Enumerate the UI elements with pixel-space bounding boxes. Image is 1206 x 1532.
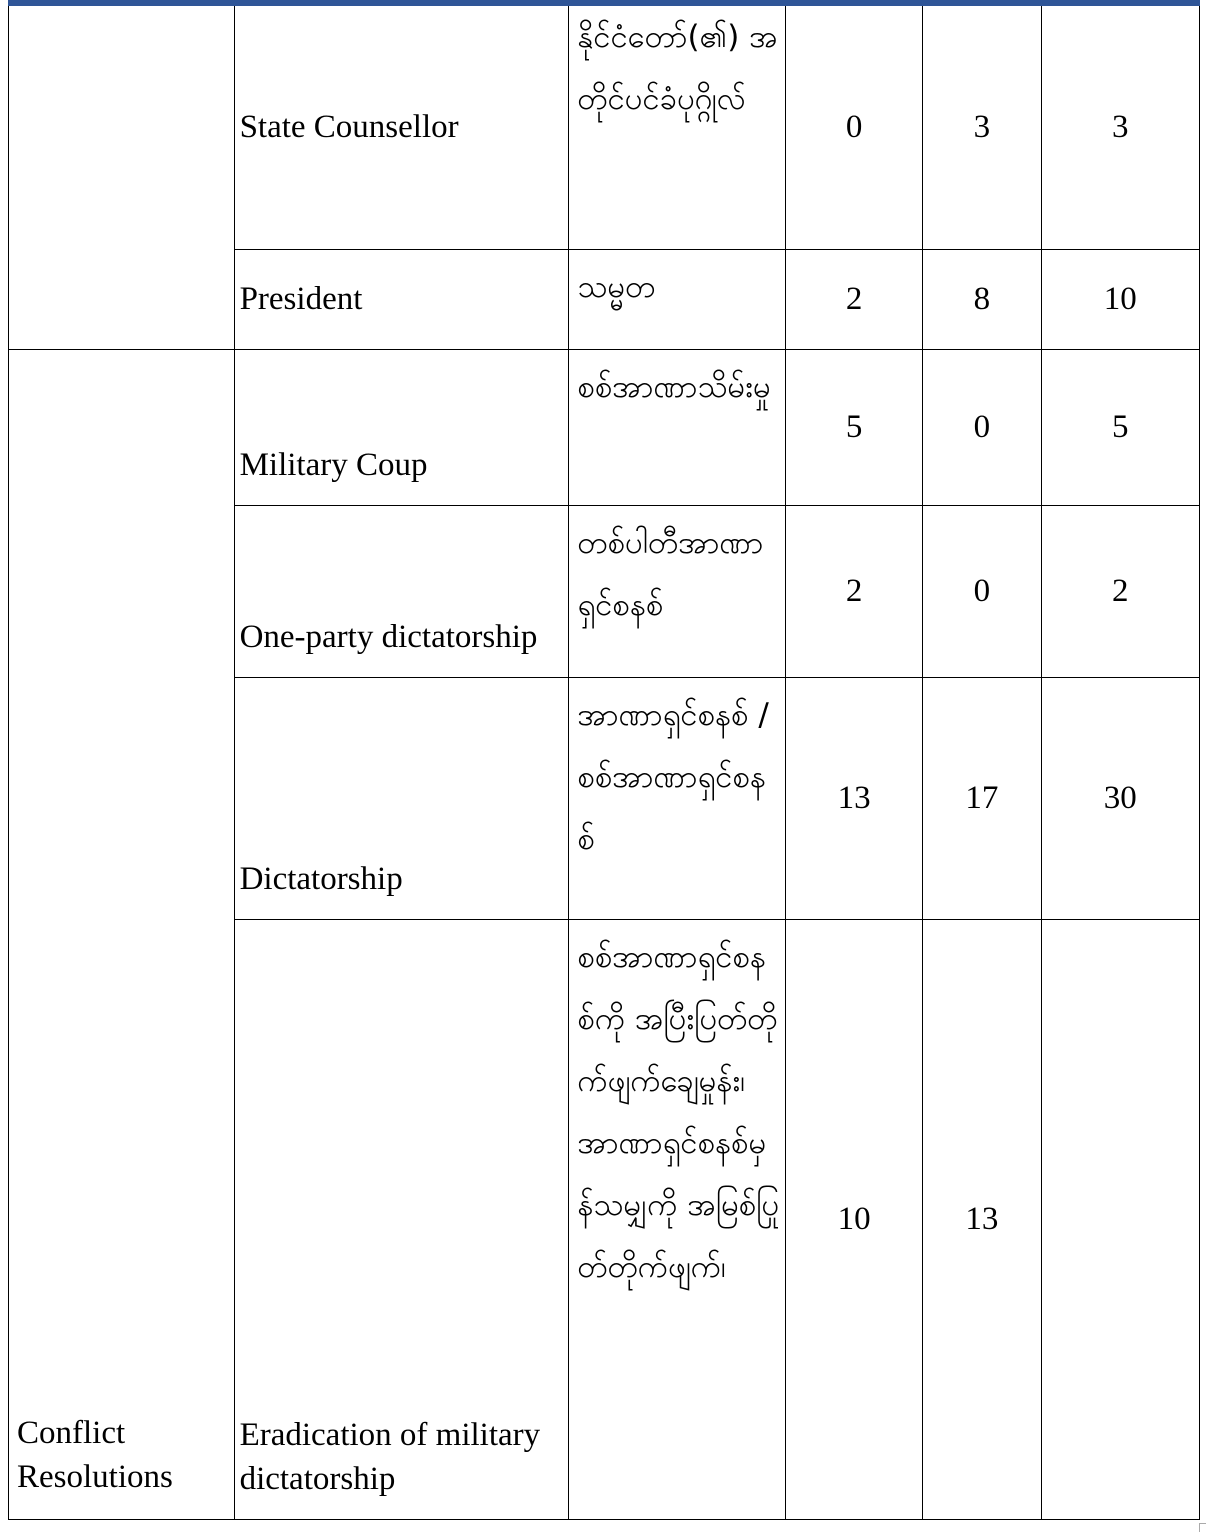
count-cell-b: 17 <box>923 677 1041 919</box>
count-total-cell: 30 <box>1041 677 1199 919</box>
count-total-cell: 5 <box>1041 349 1199 505</box>
term-myanmar-cell: တစ်ပါတီအာဏာရှင်စနစ် <box>569 505 786 677</box>
count-cell-b: 3 <box>923 6 1041 249</box>
count-cell-b: 8 <box>923 249 1041 349</box>
term-myanmar-cell: စစ်အာဏာရှင်စနစ်ကို အပြီးပြတ်တိုက်ဖျက်ချေမှုန်း၊ အာဏာရှင်စနစ်မှန်သမျှကို အမြစ်ပြုတ်တိုက်ဖျက်၊ <box>569 919 786 1519</box>
count-total-cell: 3 <box>1041 6 1199 249</box>
count-cell-a: 13 <box>785 677 922 919</box>
term-myanmar-cell: နိုင်ငံတော်(၏) အတိုင်ပင်ခံပုဂ္ဂိုလ် <box>569 6 786 249</box>
count-total-cell: 10 <box>1041 249 1199 349</box>
term-english-cell: Dictatorship <box>234 677 569 919</box>
count-total-cell: 2 <box>1041 505 1199 677</box>
category-cell <box>9 6 235 349</box>
terms-table-container <box>8 0 1200 1520</box>
count-cell-a: 2 <box>785 505 922 677</box>
term-english-cell: Military Coup <box>234 349 569 505</box>
term-english-cell: State Counsellor <box>234 6 569 249</box>
term-english-cell: Eradication of military dictatorship <box>234 919 569 1519</box>
count-cell-a: 10 <box>785 919 922 1519</box>
category-cell: Conflict Resolutions <box>9 349 235 1519</box>
table-row <box>9 349 1200 505</box>
term-english-cell: One-party dictatorship <box>234 505 569 677</box>
page-corner-mark <box>1199 1523 1206 1532</box>
term-myanmar-cell: အာဏာရှင်စနစ် /စစ်အာဏာရှင်စနစ် <box>569 677 786 919</box>
count-cell-a: 5 <box>785 349 922 505</box>
count-cell-a: 2 <box>785 249 922 349</box>
count-cell-b: 0 <box>923 505 1041 677</box>
terms-frequency-table <box>8 6 1200 1520</box>
term-myanmar-cell: သမ္မတ <box>569 249 786 349</box>
count-cell-a: 0 <box>785 6 922 249</box>
term-myanmar-cell: စစ်အာဏာသိမ်းမှု <box>569 349 786 505</box>
count-cell-b: 0 <box>923 349 1041 505</box>
count-cell-b: 13 <box>923 919 1041 1519</box>
term-english-cell: President <box>234 249 569 349</box>
table-row <box>9 6 1200 249</box>
count-total-cell <box>1041 919 1199 1519</box>
